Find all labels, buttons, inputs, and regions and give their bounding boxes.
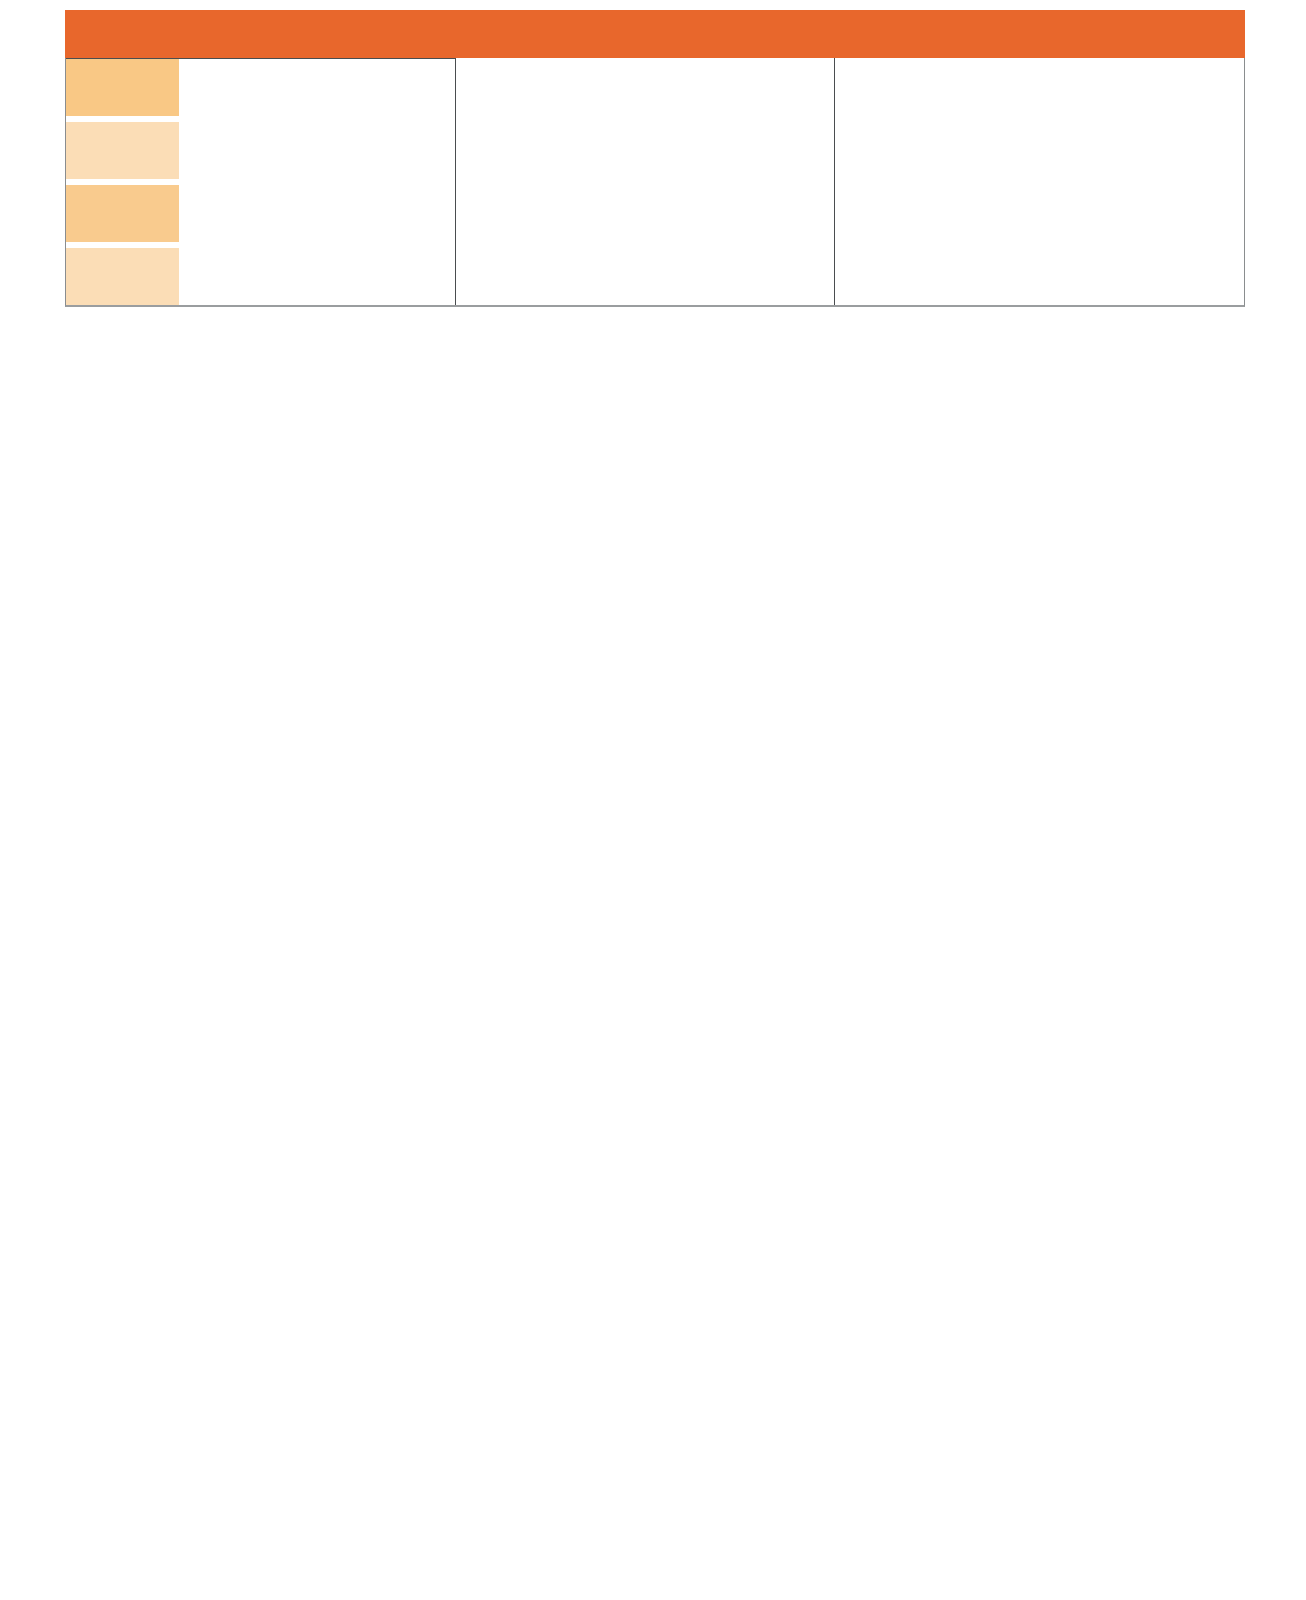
profile-diagram bbox=[179, 59, 455, 305]
profile-label-stack bbox=[66, 59, 179, 305]
catalog-sheet bbox=[65, 10, 1245, 307]
profile-thickness bbox=[66, 185, 179, 242]
catalog-column-middle bbox=[455, 58, 835, 305]
profile-weight bbox=[66, 248, 179, 305]
catalog-grid bbox=[65, 58, 1245, 307]
profile-name bbox=[66, 59, 179, 116]
catalog-column-right bbox=[834, 58, 1244, 305]
profile-drawing bbox=[179, 59, 455, 305]
profile-code bbox=[66, 122, 179, 179]
catalog-column-left bbox=[66, 58, 455, 305]
page-title bbox=[65, 10, 1245, 58]
profile-entry-e5801 bbox=[66, 58, 455, 305]
